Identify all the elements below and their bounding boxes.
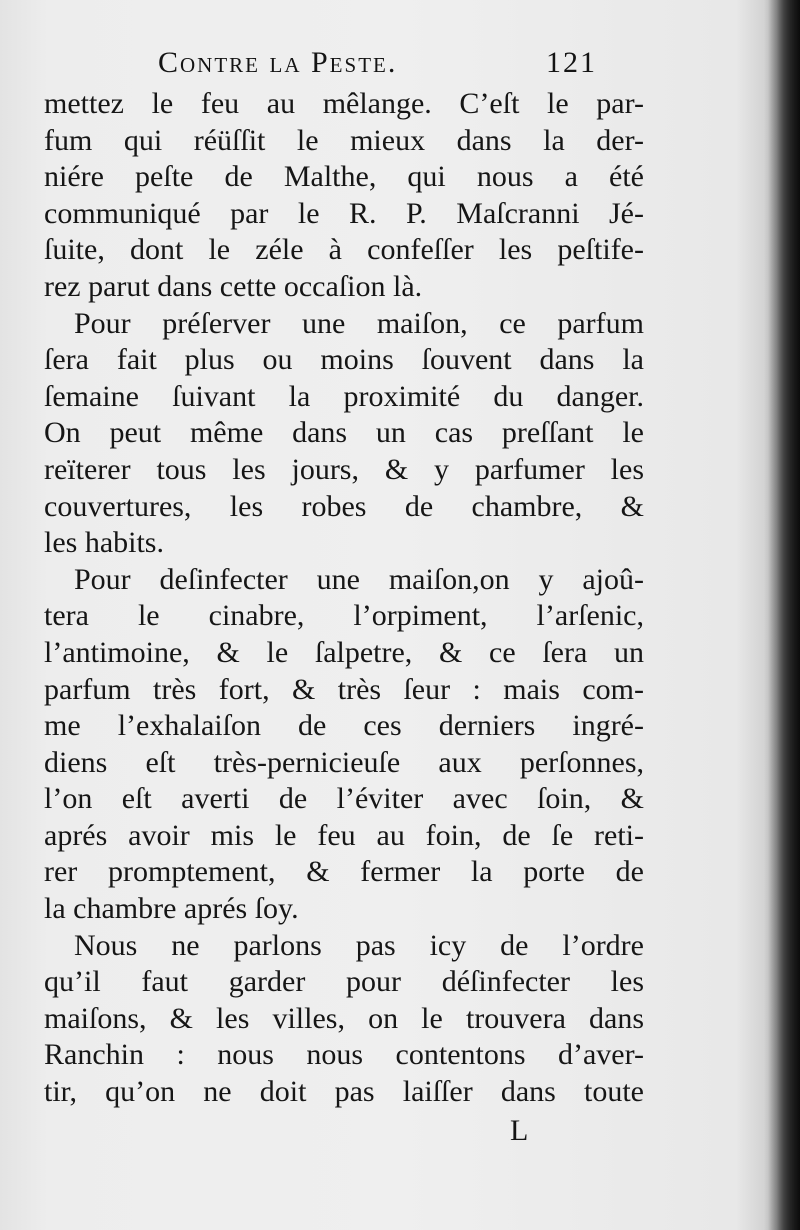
text-line: reïterer tous les jours, & y parfumer les [44, 452, 644, 486]
text-line: l’on eſt averti de l’éviter avec ſoin, & [44, 782, 644, 816]
text-line: ſuite, dont le zéle à confeſſer les peſtife- [44, 233, 644, 267]
text-line: l’antimoine, & le ſalpetre, & ce ſera un [44, 635, 644, 669]
text-line: Nous ne parlons pas icy de l’ordre [74, 928, 644, 962]
paragraph [44, 86, 644, 306]
page-header [40, 40, 640, 86]
text-line: qu’il faut garder pour déſinfecter les [44, 965, 644, 999]
text-line: fum qui réüſſit le mieux dans la der- [44, 123, 644, 157]
text-line: ſera fait plus ou moins ſouvent dans la [44, 343, 644, 377]
page-number: 121 [546, 46, 597, 79]
text-line: On peut même dans un cas preſſant le [44, 416, 644, 450]
text-line: tir, qu’on ne doit pas laiſſer dans toute [44, 1075, 644, 1109]
text-line: ſemaine ſuivant la proximité du danger. [44, 379, 644, 413]
paragraph [44, 562, 644, 928]
text-line: Pour deſinfecter une maiſon,on y ajoû- [74, 562, 644, 596]
text-line: diens eſt très-pernicieuſe aux perſonnes, [44, 745, 644, 779]
text-line: les habits. [44, 526, 164, 560]
page-gutter-shadow [764, 0, 800, 1230]
text-line: parfum très fort, & très ſeur : mais com- [44, 672, 644, 706]
text-line: couvertures, les robes de chambre, & [44, 489, 644, 523]
text-line: Pour préſerver une maiſon, ce parfum [74, 306, 644, 340]
catchword: L [510, 1114, 529, 1147]
text-line: communiqué par le R. P. Maſcranni Jé- [44, 196, 644, 230]
text-line: niére peſte de Malthe, qui nous a été [44, 160, 644, 194]
text-line: me l’exhalaiſon de ces derniers ingré- [44, 709, 644, 743]
paragraph [44, 928, 644, 1111]
text-line: la chambre aprés ſoy. [44, 892, 299, 926]
text-line: rez parut dans cette occaſion là. [44, 269, 423, 303]
text-line: maiſons, & les villes, on le trouvera dans [44, 1001, 644, 1035]
text-line: aprés avoir mis le feu au foin, de ſe reti- [44, 818, 644, 852]
page-body [44, 86, 644, 1111]
text-line: rer promptement, & fermer la porte de [44, 855, 644, 889]
text-line: Ranchin : nous nous contentons d’aver- [44, 1038, 644, 1072]
paragraph [44, 306, 644, 562]
text-line: tera le cinabre, l’orpiment, l’arſenic, [44, 599, 644, 633]
running-title: Contre la Peste. [158, 46, 398, 79]
text-line: mettez le feu au mêlange. C’eſt le par- [44, 87, 644, 120]
